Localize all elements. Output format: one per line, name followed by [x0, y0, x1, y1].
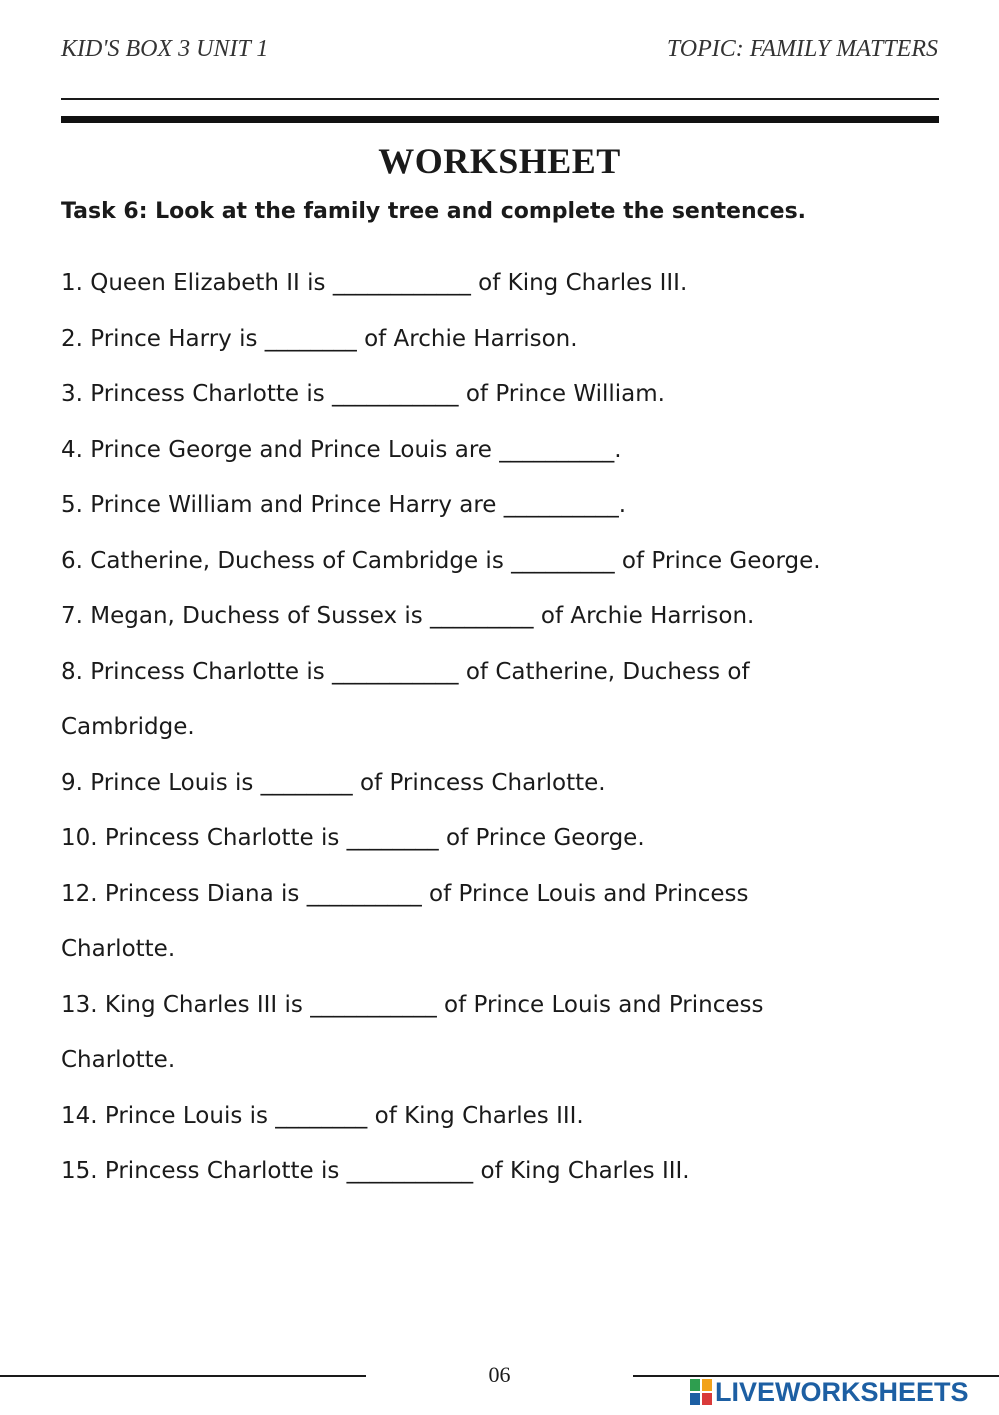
page-number: 06	[488, 1362, 511, 1387]
sentence-line: Cambridge.	[61, 714, 195, 740]
header-topic: TOPIC: FAMILY MATTERS	[666, 36, 938, 62]
liveworksheets-wordmark: LIVEWORKSHEETS	[715, 1376, 969, 1407]
liveworksheets-logo-icon	[690, 1379, 712, 1405]
sentence-line: 1. Queen Elizabeth II is ____________ of King Charles III.	[61, 270, 688, 296]
sentence-line: 15. Princess Charlotte is ___________ of King Charles III.	[61, 1158, 690, 1184]
sentence-line: 6. Catherine, Duchess of Cambridge is _________ of Prince George.	[61, 547, 821, 574]
sentence-line: 14. Prince Louis is ________ of King Charles III.	[61, 1102, 584, 1129]
sentence-line: 2. Prince Harry is ________ of Archie Harrison.	[61, 325, 578, 352]
sentence-line: 9. Prince Louis is ________ of Princess Charlotte.	[61, 769, 606, 796]
sentence-line: 5. Prince William and Prince Harry are __________.	[61, 492, 627, 518]
sentence-line: Charlotte.	[61, 936, 176, 962]
sentence-list	[61, 256, 941, 1200]
sentence-line: 8. Princess Charlotte is ___________ of Catherine, Duchess of	[61, 658, 750, 685]
sentence-line: 3. Princess Charlotte is ___________ of Prince William.	[61, 381, 665, 407]
header-divider-thin	[61, 98, 939, 100]
sentence-line: Charlotte.	[61, 1047, 176, 1073]
task-instruction: Task 6: Look at the family tree and complete the sentences.	[61, 199, 807, 224]
header-divider-thick	[61, 116, 939, 123]
page-title: WORKSHEET	[378, 141, 621, 181]
sentence-line: 13. King Charles III is ___________ of Prince Louis and Princess	[61, 991, 764, 1018]
header-unit: KID'S BOX 3 UNIT 1	[61, 36, 269, 62]
sentence-line: 4. Prince George and Prince Louis are __________.	[61, 436, 622, 463]
sentence-line: 10. Princess Charlotte is ________ of Prince George.	[61, 825, 645, 851]
liveworksheets-brand[interactable]	[690, 1376, 969, 1408]
sentence-line: 12. Princess Diana is __________ of Prince Louis and Princess	[61, 880, 749, 907]
sentence-line: 7. Megan, Duchess of Sussex is _________ of Archie Harrison.	[61, 603, 755, 629]
